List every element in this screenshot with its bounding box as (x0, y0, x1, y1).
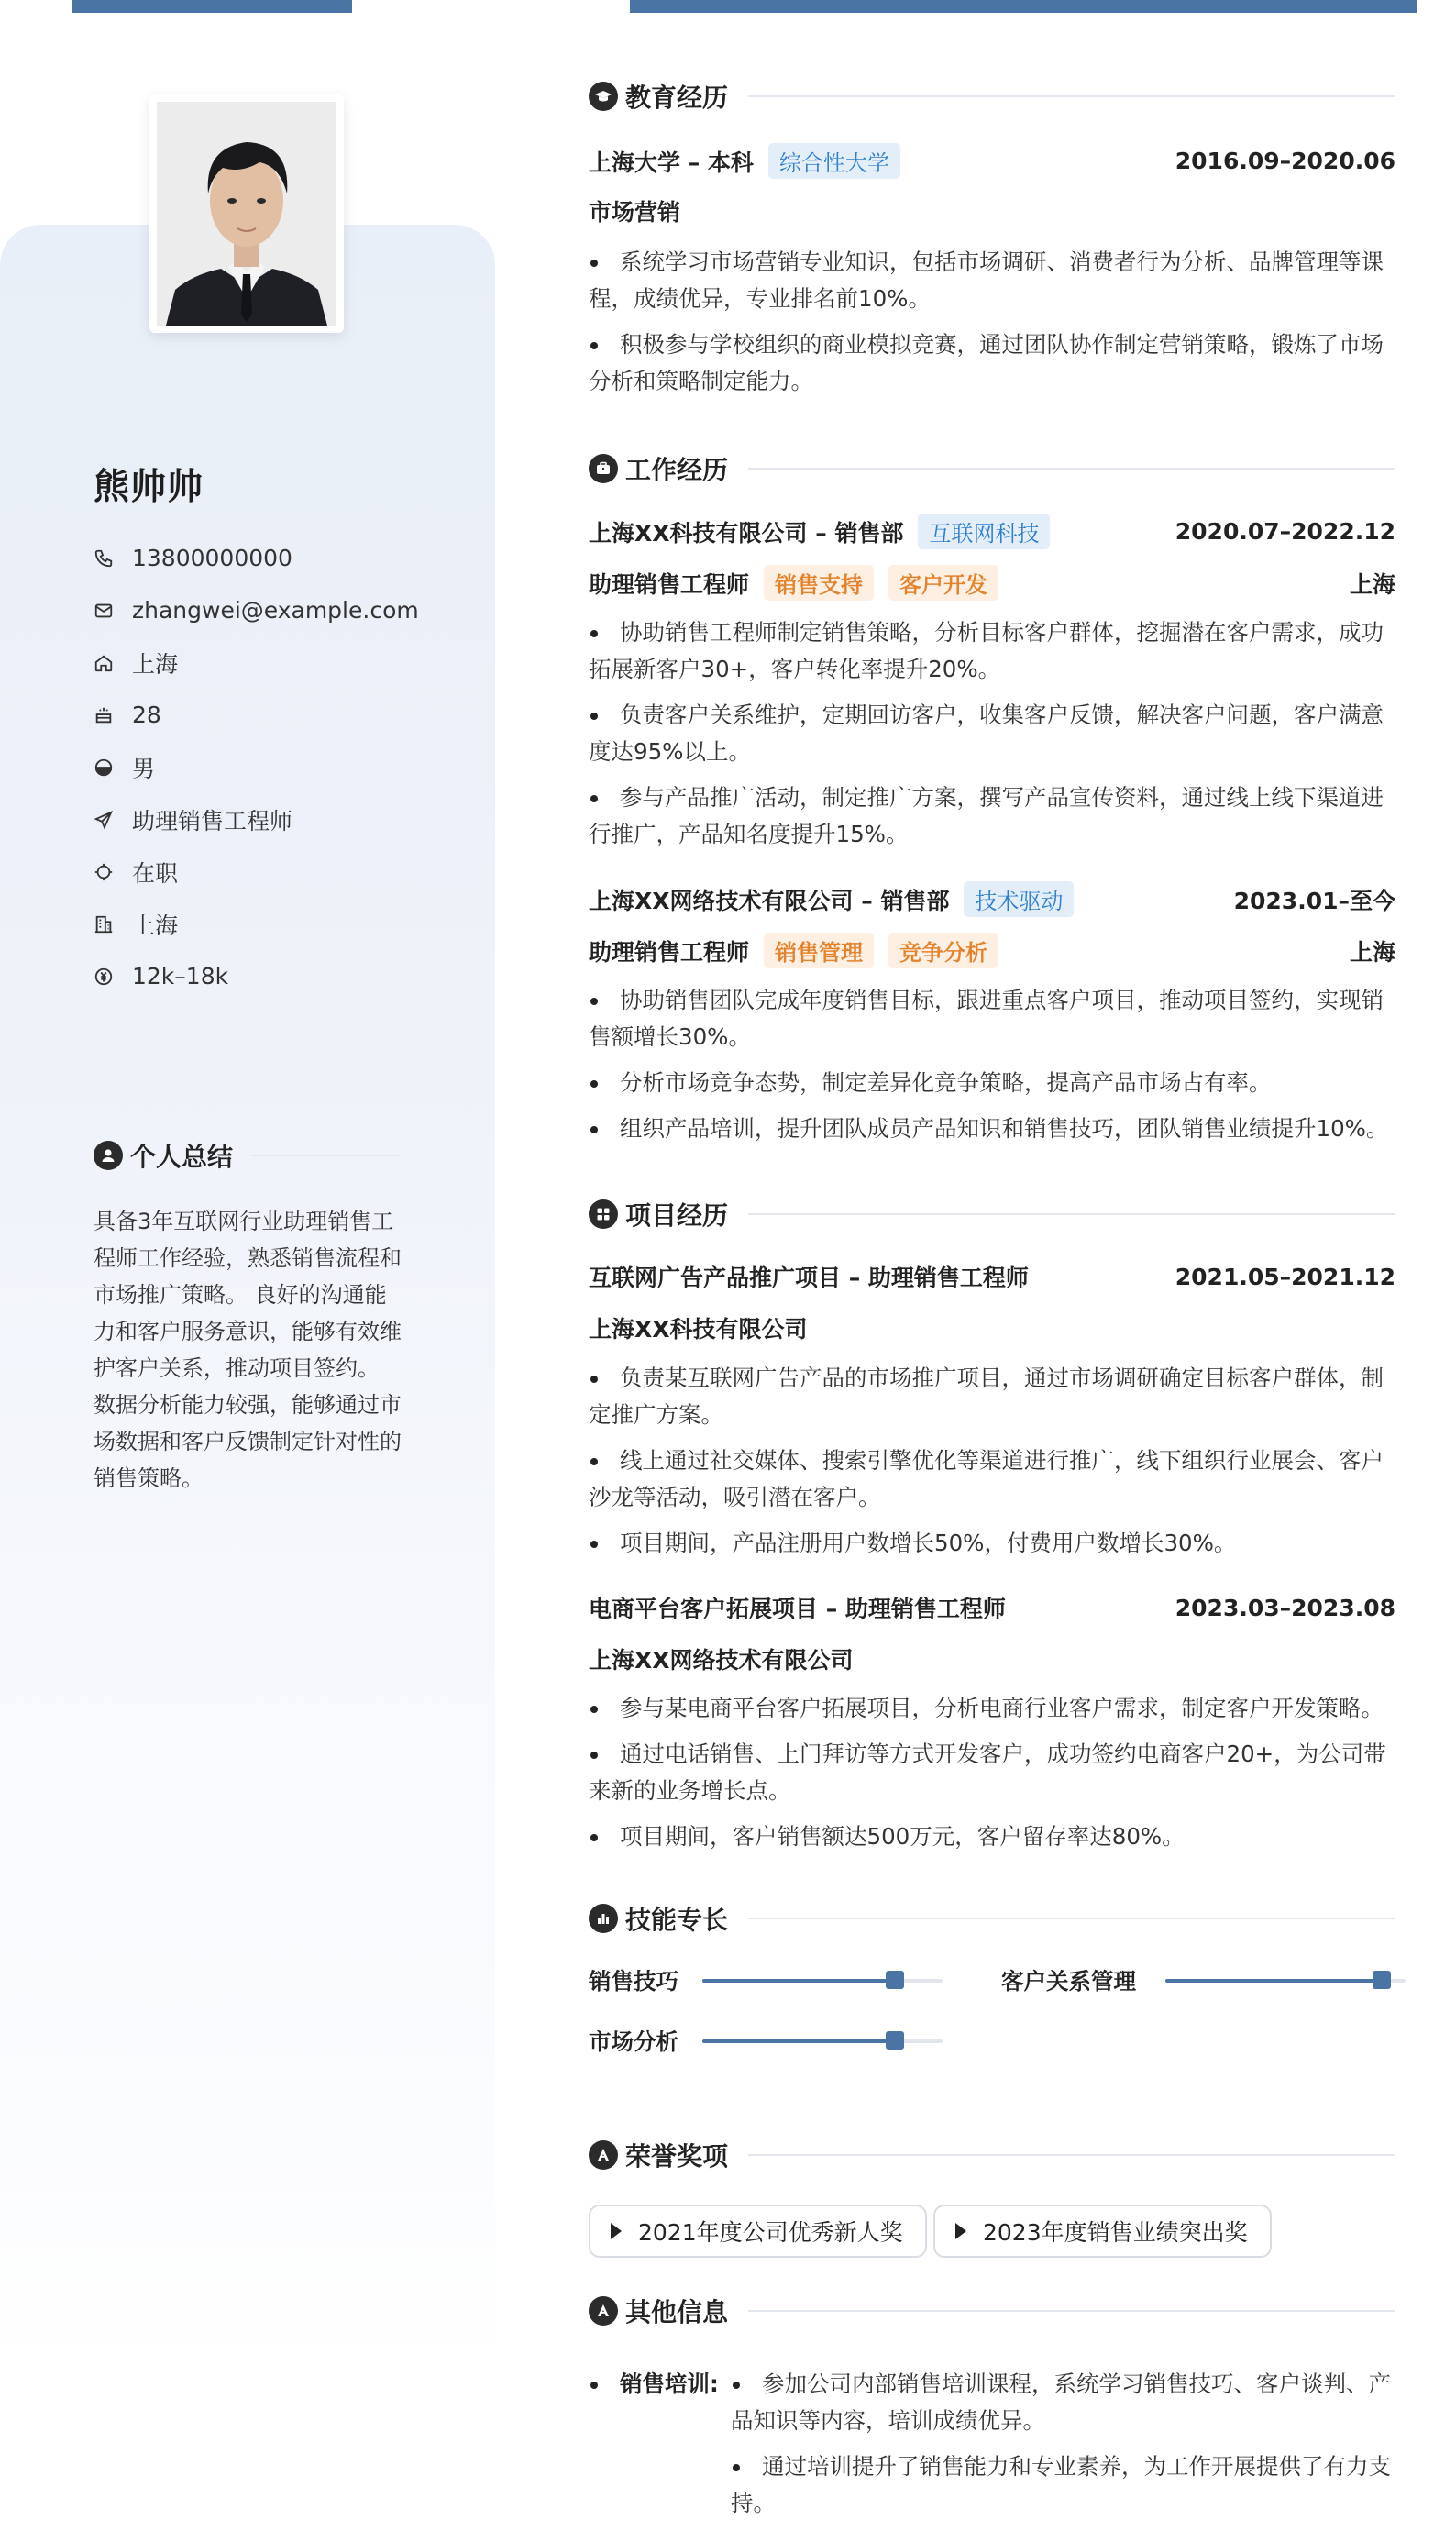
job-2-skill-tag: 竞争分析 (888, 933, 998, 968)
contact-info-list (94, 532, 419, 1002)
skills-section-title (589, 1900, 1395, 1937)
skill-fill (702, 2039, 895, 2043)
list-item: 负责客户关系维护，定期回访客户，收集客户反馈，解决客户问题，客户满意度达95%以上。 (589, 697, 1395, 770)
summary-section-title (94, 1137, 401, 1174)
list-item: 线上通过社交媒体、搜索引擎优化等渠道进行推广，线下组织行业展会、客户沙龙等活动，吸引潜在客户。 (589, 1442, 1395, 1516)
phone-icon (94, 548, 114, 569)
briefcase-icon (589, 454, 618, 483)
job-1-position-row (589, 565, 1395, 601)
list-item: 通过电话销售、上门拜访等方式开发客户，成功签约电商客户20+，为公司带来新的业务增长点。 (589, 1736, 1395, 1809)
education-date: 2016.09–2020.06 (1175, 148, 1395, 174)
work-section-title (589, 450, 1395, 487)
awards-title-text: 荣誉奖项 (625, 2141, 729, 2172)
job-1-bullets (589, 614, 1395, 862)
gender-icon (94, 757, 114, 778)
info-email-text: zhangwei@example.com (132, 597, 419, 624)
job-1-company: 上海XX科技有限公司 – 销售部 (589, 519, 904, 547)
job-1-city: 上海 (1349, 570, 1395, 598)
education-section-title (589, 78, 1395, 115)
skill-label: 市场分析 (589, 2028, 678, 2055)
info-salary-text: 12k–18k (132, 963, 229, 989)
info-email (94, 584, 419, 636)
info-work-city-text: 上海 (132, 912, 179, 939)
award-chip[interactable] (589, 2205, 927, 2258)
list-item: 参与某电商平台客户拓展项目，分析电商行业客户需求，制定客户开发策略。 (589, 1690, 1395, 1727)
divider (748, 468, 1395, 470)
divider (748, 95, 1395, 97)
list-item: 协助销售团队完成年度销售目标，跟进重点客户项目，推动项目签约，实现销售额增长30%。 (589, 982, 1395, 1056)
school-name: 上海大学 – 本科 (589, 149, 754, 176)
project-1-header-row (589, 1260, 1395, 1293)
info-work-city (94, 898, 419, 950)
profile-photo-frame (149, 94, 344, 333)
job-2-city: 上海 (1349, 938, 1395, 966)
project-1-company-row (589, 1311, 1395, 1344)
building-icon (94, 914, 114, 934)
job-1-tag: 互联网科技 (918, 514, 1050, 549)
skill-level-marker (1373, 1971, 1391, 1989)
skill-track (702, 1979, 943, 1983)
info-location-text: 上海 (132, 650, 179, 678)
sidebar (0, 0, 495, 2480)
project-1-company: 上海XX科技有限公司 (589, 1316, 808, 1343)
other-section-title (589, 2293, 1395, 2329)
list-item: 项目期间，产品注册用户数增长50%，付费用户数增长30%。 (589, 1525, 1395, 1562)
list-item: 通过培训提升了销售能力和专业素养，为工作开展提供了有力支持。 (731, 2448, 1395, 2522)
project-1-bullets (589, 1360, 1395, 1571)
info-phone-text: 13800000000 (132, 545, 292, 571)
info-gender (94, 741, 419, 793)
job-2-position: 助理销售工程师 (589, 938, 750, 966)
info-icon (589, 2296, 618, 2326)
job-2-tag: 技术驱动 (964, 881, 1074, 917)
play-icon (611, 2223, 622, 2239)
top-accent-bar-right (630, 0, 1417, 13)
project-2-header-row (589, 1591, 1395, 1624)
education-major-row (589, 194, 1395, 227)
list-item: 参加公司内部销售培训课程，系统学习销售技巧、客户谈判、产品知识等内容，培训成绩优异。 (731, 2366, 1395, 2439)
job-2-bullets (589, 982, 1395, 1156)
skill-level-marker (886, 2031, 904, 2050)
award-text: 2021年度公司优秀新人奖 (638, 2219, 903, 2246)
info-gender-text: 男 (132, 755, 156, 782)
education-header-row (589, 143, 1395, 179)
info-salary (94, 950, 419, 1002)
skill-row (1001, 1964, 1406, 1996)
job-2-company: 上海XX网络技术有限公司 – 销售部 (589, 887, 950, 914)
projects-title-text: 项目经历 (625, 1200, 729, 1231)
job-2-position-row (589, 933, 1395, 968)
info-age (94, 689, 419, 741)
award-text: 2023年度销售业绩突出奖 (983, 2219, 1248, 2246)
divider (748, 2154, 1395, 2156)
divider (251, 1155, 401, 1156)
cake-icon (94, 705, 114, 725)
graduation-cap-icon (589, 82, 618, 111)
job-1-position: 助理销售工程师 (589, 570, 750, 598)
mail-icon (94, 601, 114, 621)
project-1-name: 互联网广告产品推广项目 – 助理销售工程师 (589, 1265, 1029, 1291)
project-2-date: 2023.03–2023.08 (1175, 1594, 1395, 1621)
other-bullets (731, 2366, 1395, 2531)
divider (748, 2310, 1395, 2312)
skill-track (1165, 1979, 1406, 1983)
projects-section-title (589, 1196, 1395, 1232)
skill-label: 销售技巧 (589, 1968, 678, 1995)
list-item: 组织产品培训，提升团队成员产品知识和销售技巧，团队销售业绩提升10%。 (589, 1111, 1395, 1147)
skill-level-marker (886, 1971, 904, 1989)
skill-fill (1165, 1979, 1382, 1983)
project-2-name: 电商平台客户拓展项目 – 助理销售工程师 (589, 1596, 1006, 1622)
list-item: 负责某互联网广告产品的市场推广项目，通过市场调研确定目标客户群体，制定推广方案。 (589, 1360, 1395, 1433)
status-icon (94, 862, 114, 882)
skill-fill (702, 1979, 895, 1983)
project-2-company: 上海XX网络技术有限公司 (589, 1647, 854, 1674)
info-position-text: 助理销售工程师 (132, 807, 293, 834)
skill-row (589, 1964, 943, 1996)
info-location (94, 636, 419, 689)
project-1-date: 2021.05–2021.12 (1175, 1263, 1395, 1290)
summary-text: 具备3年互联网行业助理销售工程师工作经验，熟悉销售流程和市场推广策略。 良好的沟通能力和客户服务意识，能够有效维护客户关系，推动项目签约。 数据分析能力较强，能够通过市场数据和客户反馈制定针对性的销售策略。 (94, 1209, 402, 1491)
education-title-text: 教育经历 (625, 83, 729, 113)
skill-track (702, 2039, 943, 2043)
awards-section-title (589, 2137, 1395, 2173)
work-title-text: 工作经历 (625, 455, 729, 485)
project-2-bullets (589, 1690, 1395, 1864)
job-1-date: 2020.07–2022.12 (1175, 518, 1395, 545)
bar-chart-icon (589, 1904, 618, 1933)
skills-title-text: 技能专长 (625, 1905, 729, 1935)
info-status-text: 在职 (132, 859, 179, 887)
skill-row (589, 2025, 943, 2057)
job-1-skill-tag: 客户开发 (888, 565, 998, 601)
profile-photo (157, 102, 336, 326)
candidate-name: 熊帅帅 (94, 467, 204, 508)
award-icon (589, 2140, 618, 2170)
education-bullets (589, 244, 1395, 409)
summary-title-text: 个人总结 (130, 1142, 234, 1172)
list-item: 协助销售工程师制定销售策略，分析目标客户群体，挖掘潜在客户需求，成功拓展新客户30+，客户转化率提升20%。 (589, 614, 1395, 688)
other-label: 销售培训: (589, 2366, 719, 2403)
info-status (94, 846, 419, 898)
list-item: 参与产品推广活动，制定推广方案，撰写产品宣传资料，通过线上线下渠道进行推广，产品知名度提升15%。 (589, 779, 1395, 853)
list-item: 分析市场竞争态势，制定差异化竞争策略，提高产品市场占有率。 (589, 1065, 1395, 1101)
job-2-date: 2023.01–至今 (1233, 887, 1395, 914)
award-chip[interactable] (933, 2205, 1272, 2258)
divider (748, 1213, 1395, 1215)
info-phone (94, 532, 419, 584)
job-2-skill-tag: 销售管理 (764, 933, 874, 968)
info-position (94, 793, 419, 846)
job-1-header-row (589, 514, 1395, 549)
send-icon (94, 810, 114, 830)
salary-icon (94, 967, 114, 987)
list-item: 项目期间，客户销售额达500万元，客户留存率达80%。 (589, 1818, 1395, 1855)
play-icon (955, 2223, 966, 2239)
grid-icon (589, 1199, 618, 1229)
info-age-text: 28 (132, 702, 161, 728)
user-icon (94, 1141, 123, 1170)
project-2-company-row (589, 1642, 1395, 1675)
home-icon (94, 653, 114, 673)
skill-label: 客户关系管理 (1001, 1968, 1136, 1995)
divider (748, 1918, 1395, 1919)
other-title-text: 其他信息 (625, 2297, 729, 2327)
list-item: 系统学习市场营销专业知识，包括市场调研、消费者行为分析、品牌管理等课程，成绩优异，专业排名前10%。 (589, 244, 1395, 317)
job-2-header-row (589, 881, 1395, 917)
list-item: 积极参与学校组织的商业模拟竞赛，通过团队协作制定营销策略，锻炼了市场分析和策略制定能力。 (589, 326, 1395, 400)
job-1-skill-tag: 销售支持 (764, 565, 874, 601)
major-name: 市场营销 (589, 199, 681, 226)
school-tag: 综合性大学 (768, 143, 900, 179)
